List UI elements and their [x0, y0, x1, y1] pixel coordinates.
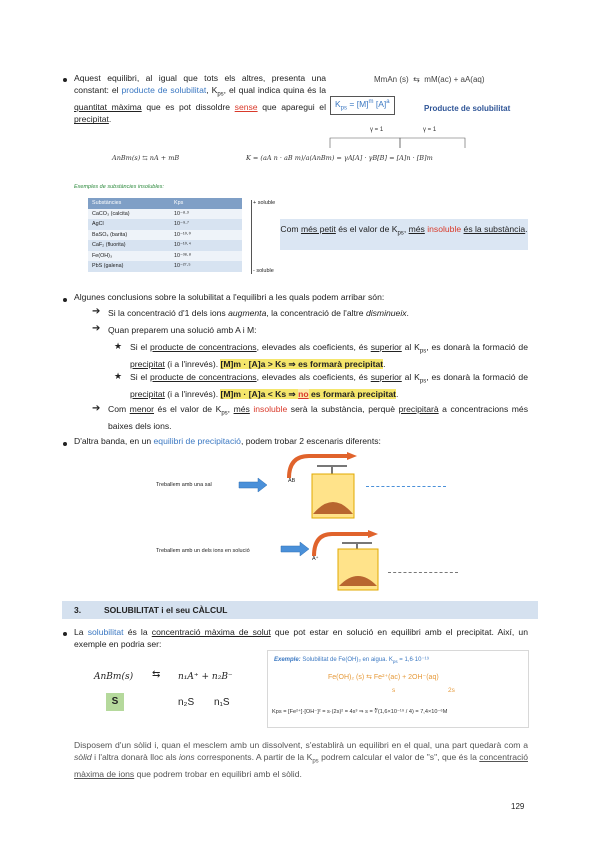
gamma-label-1: γ = 1 — [370, 127, 384, 133]
scenario-1-arrow-icon — [238, 476, 268, 494]
dissolution-equation: MmAn (s) ⇆ mM(ac) + aA(aq) — [374, 75, 485, 84]
scenario-2-tag: A⁺ — [312, 556, 319, 562]
less-soluble-label: - soluble — [253, 268, 274, 274]
table-header: Substàncies — [88, 198, 170, 209]
kps-expression-box: $K_{ps} = [M]^m$ $[A]^a$ — [330, 96, 395, 115]
scenario-1-label: Treballem amb una sal — [156, 482, 212, 488]
examples-table-wrap — [88, 198, 242, 272]
producte-label: Producte de solubilitat — [424, 104, 511, 113]
bullet-dot — [63, 298, 67, 302]
bullet-dot — [63, 442, 67, 446]
example-s: s — [392, 687, 396, 694]
scenario-2-result-line — [388, 572, 458, 573]
more-soluble-label: + soluble — [253, 200, 276, 206]
arrow-bullet-icon: ➔ — [92, 403, 101, 414]
examples-table — [88, 198, 242, 272]
gamma-label-2: γ = 1 — [423, 127, 437, 133]
insolubility-note-box: Com més petit és el valor de $K_{ps}$, més insoluble és la substància. — [280, 219, 528, 250]
n1s-label: n₁S — [214, 697, 230, 708]
arrow-bullet-icon: ➔ — [92, 306, 101, 317]
scenario-1-tag: AB — [288, 478, 296, 484]
table-row: Fe(OH)₃ 10⁻³⁸·⁸ — [88, 251, 242, 262]
solubility-scale-line — [251, 200, 252, 274]
arrow-bullet-icon: ➔ — [92, 323, 101, 334]
star-bullet-icon: ★ — [114, 371, 123, 381]
final-paragraph: Disposem d'un sòlid i, quan el mesclem amb un dissolvent, s'establirà un equilibri en el qual, una part quedarà com a sòlid i l'altra donarà lloc als ions corresponents. A partir de la $K_{ps}$ podrem calcular el valor de "s", que és la concentració màxima de ions que podrem trobar en equilibri amb el sòlid. — [74, 740, 528, 780]
n2s-label: n₂S — [178, 697, 195, 708]
scenario-1-result-line — [366, 486, 446, 487]
example-kps-calc: Kps = [Fe²⁺]·[OH⁻]² = s·(2s)² = 4s³ ⇒ s = ∛(1,6×10⁻¹⁹ / 4) = 7,4×10⁻⁶M — [272, 709, 448, 715]
equilibrium-arrow-icon: ⇆ — [152, 669, 161, 680]
conclusion-arrow-3: Com menor és el valor de $K_{ps}$, més insoluble serà la substància, perquè precipitarà a concentracions més baixes dels ions. — [108, 404, 528, 431]
solid-s-box: S — [106, 693, 124, 711]
conclusion-arrow-2: Quan preparem una solució amb A i M: — [108, 325, 257, 335]
scenario-2-beaker-icon — [310, 528, 386, 592]
solubility-equation-right: n₁A⁺ + n₂B⁻ — [178, 672, 233, 682]
example-title: Exemple: Solubilitat de Fe(OH)₃ en aigua. $K_{ps} = 1,6\cdot 10^{-19}$ — [274, 657, 430, 665]
section-header — [62, 601, 538, 619]
scenario-2-arrow-icon — [280, 540, 310, 558]
formula-right: K = (aA n · aB m)/a(AnBm) = γA[A] · γB[B] = [A]n · [B]m — [246, 154, 433, 162]
example-box — [267, 650, 529, 728]
bullet-dot — [63, 78, 67, 82]
solubility-definition: La solubilitat és la concentració màxima de solut que pot estar en solució en equilibri amb el precipitat. Així, un exemple en podria ser: — [74, 627, 528, 650]
table-header: Kps — [170, 198, 242, 209]
bullet-ksp-paragraph: Aquest equilibri, al igual que tots els altres, presenta una constant: el producte de solubilitat, $K_{ps}$, el qual indica quina és la quantitat màxima que es pot dissoldre sense que aparegui el precipitat. — [74, 73, 326, 125]
page-number: 129 — [511, 802, 525, 811]
bullet-dot — [63, 632, 67, 636]
table-row: AgCl 10⁻⁹·⁷ — [88, 219, 242, 230]
formula-left: AnBm(s) ⇆ nA + mB — [112, 154, 180, 162]
table-row: CaF₂ (fluorita) 10⁻¹⁰·⁴ — [88, 240, 242, 251]
example-2s: 2s — [448, 687, 455, 694]
table-row: CaCO₃ (calcita) 10⁻⁸·³ — [88, 209, 242, 220]
table-row: PbS (galena) 10⁻²⁷·⁵ — [88, 261, 242, 272]
conclusion-arrow-1: Si la concentració d'1 dels ions augmenta, la concentració de l'altre disminueix. — [108, 308, 409, 318]
conclusion-star-2: Si el producte de concentracions, elevades als coeficients, és superior al $K_{ps}$, es donarà la formació de precipitat (i a l'inrevés). [M]m · [A]a < Ks ⇒ no es formarà precipitat. — [130, 372, 528, 399]
section-title: SOLUBILITAT i el seu CÀLCUL — [104, 605, 228, 615]
section-number: 3. — [74, 605, 82, 615]
conclusions-intro: Algunes conclusions sobre la solubilitat a l'equilibri a les quals podem arribar són: — [74, 292, 385, 302]
star-bullet-icon: ★ — [114, 341, 123, 351]
precipitation-intro: D'altra banda, en un equilibri de precipitació, podem trobar 2 escenaris diferents: — [74, 436, 381, 446]
solubility-equation-left: AnBm(s) — [94, 672, 134, 682]
gamma-brackets — [300, 134, 530, 150]
conclusion-star-1: Si el producte de concentracions, elevades als coeficients, és superior al $K_{ps}$, es donarà la formació de precipitat (i a l'inrevés). [M]m · [A]a > Ks ⇒ es formarà precipitat. — [130, 342, 528, 369]
scenario-1-beaker-icon — [285, 452, 363, 520]
examples-title: Exemples de substàncies insolubles: — [74, 184, 164, 190]
example-reaction: Fe(OH)₂ (s) ⇆ Fe²⁺(ac) + 2OH⁻(aq) — [328, 674, 439, 681]
table-row: BaSO₄ (barita) 10⁻¹⁰·⁰ — [88, 230, 242, 241]
scenario-2-label: Treballem amb un dels ions en solució — [156, 548, 250, 554]
